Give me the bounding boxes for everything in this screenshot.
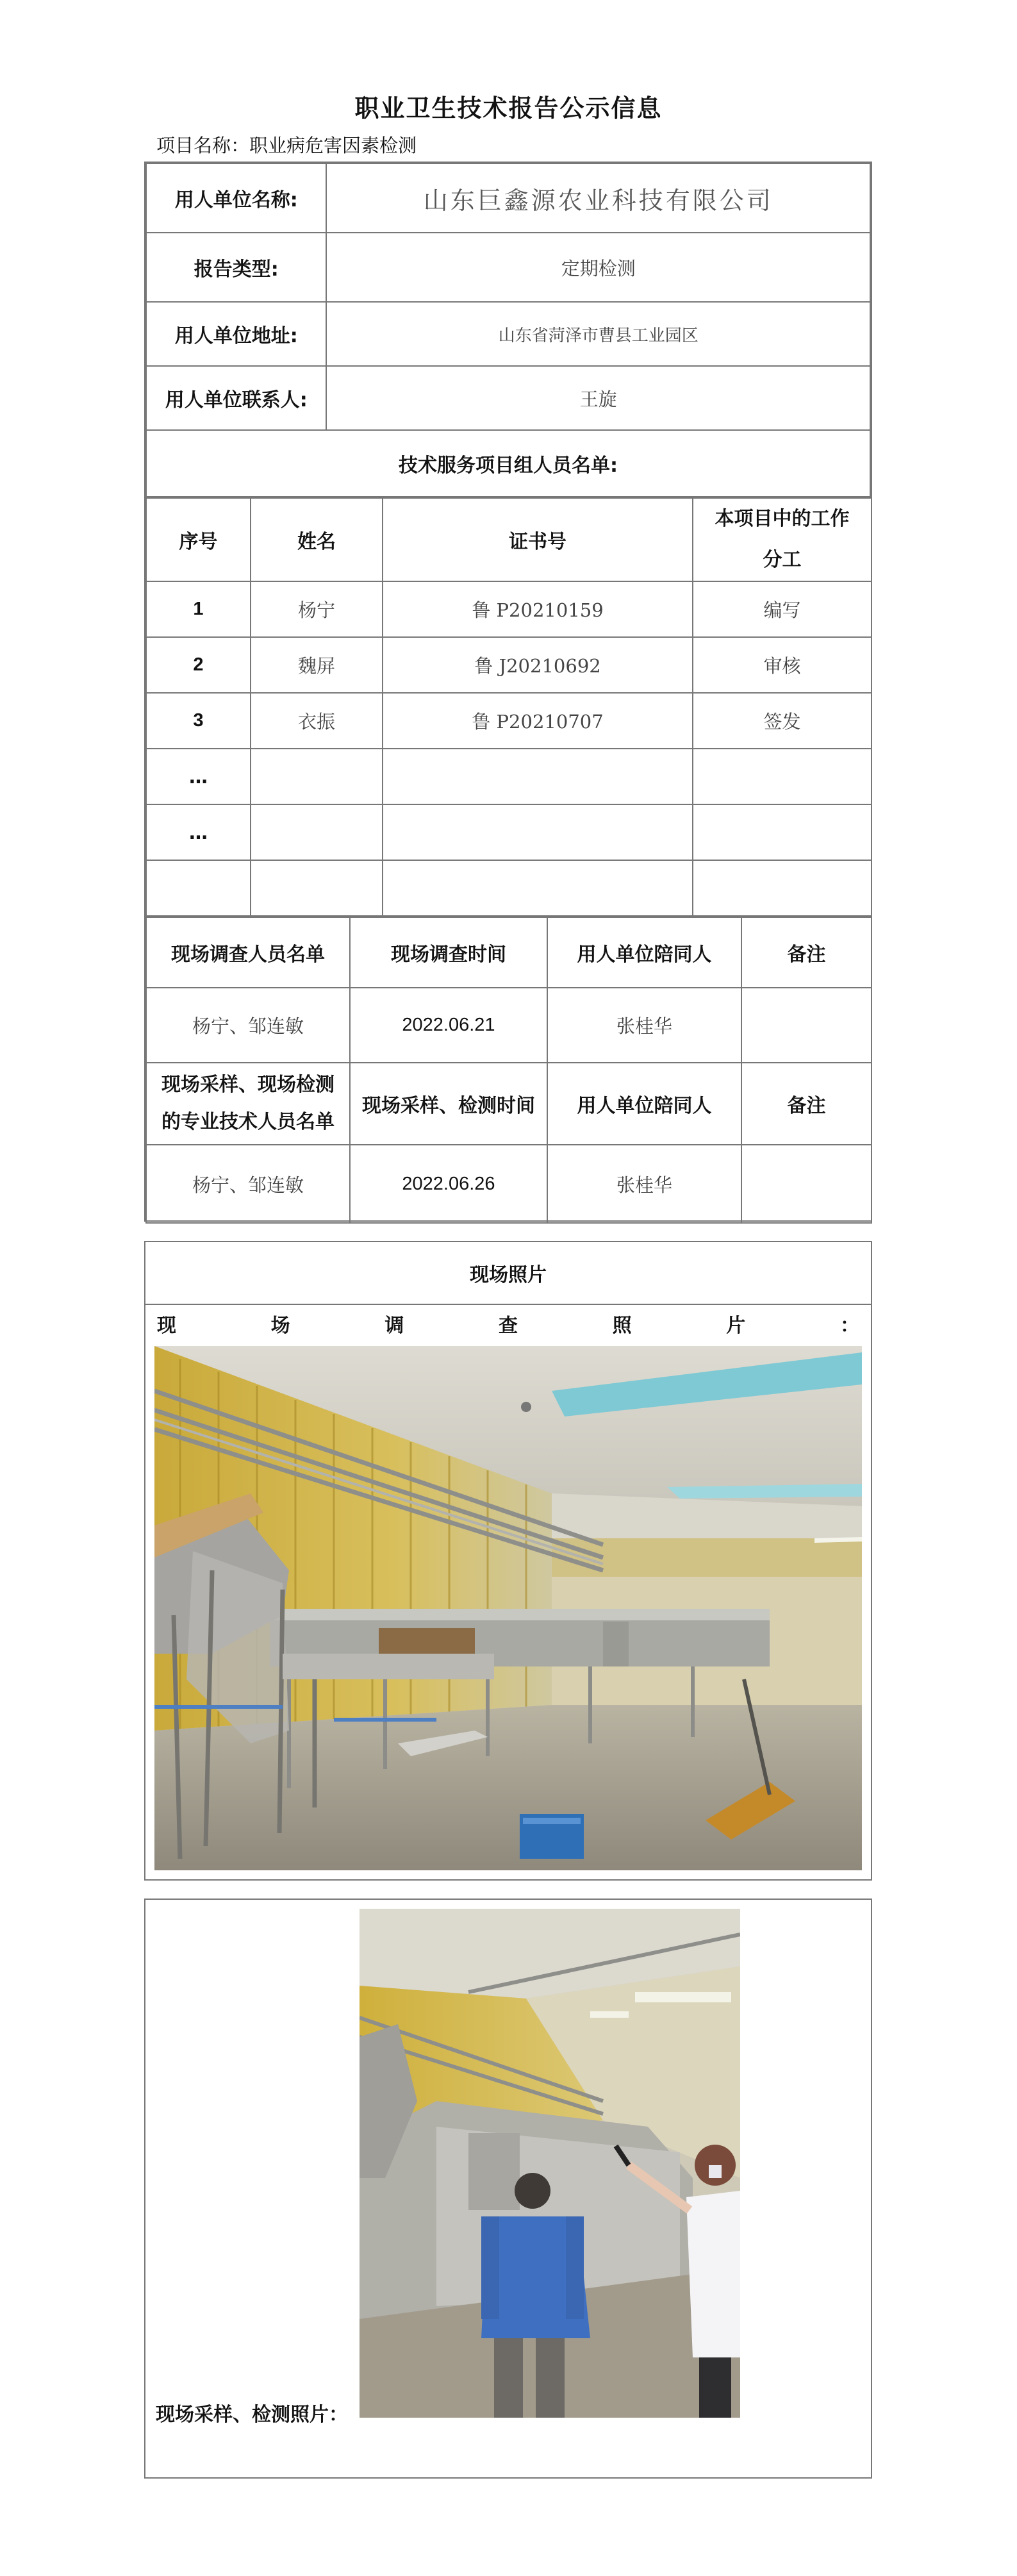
caption-char: 现 bbox=[157, 1315, 176, 1337]
table-row bbox=[146, 637, 872, 693]
team-row-cert: 鲁 P20210707 bbox=[383, 693, 693, 749]
table-row bbox=[146, 860, 872, 916]
team-heading: 技术服务项目组人员名单: bbox=[146, 430, 870, 497]
survey-staff: 杨宁、邹连敏 bbox=[146, 988, 350, 1063]
team-row-no bbox=[146, 860, 251, 916]
survey-date: 2022.06.21 bbox=[350, 988, 547, 1063]
caption-char: 片 bbox=[726, 1315, 746, 1337]
survey-photo-caption bbox=[145, 1305, 871, 1342]
team-row-cert bbox=[383, 749, 693, 804]
caption-char: ： bbox=[839, 1315, 859, 1337]
sampling-note bbox=[741, 1145, 872, 1223]
team-row-role: 签发 bbox=[693, 693, 872, 749]
team-row-no: 3 bbox=[146, 693, 251, 749]
info-table-frame bbox=[144, 162, 872, 1222]
team-row-role: 编写 bbox=[693, 581, 872, 637]
survey-header-note: 备注 bbox=[741, 917, 872, 988]
contact-label: 用人单位联系人: bbox=[146, 366, 326, 430]
team-row-role bbox=[693, 860, 872, 916]
factory-survey-photo-illustration bbox=[154, 1346, 862, 1870]
team-row-no: … bbox=[146, 749, 251, 804]
sampling-staff: 杨宁、邹连敏 bbox=[146, 1145, 350, 1223]
address-label: 用人单位地址: bbox=[146, 302, 326, 366]
employer-name-label: 用人单位名称: bbox=[146, 163, 326, 233]
report-type-label: 报告类型: bbox=[146, 233, 326, 302]
team-table bbox=[145, 497, 872, 917]
sampling-date: 2022.06.26 bbox=[350, 1145, 547, 1223]
page-title: 职业卫生技术报告公示信息 bbox=[354, 94, 663, 122]
team-row-name bbox=[251, 804, 383, 860]
team-row-no: … bbox=[146, 804, 251, 860]
survey-header-staff: 现场调查人员名单 bbox=[146, 917, 350, 988]
team-row-role bbox=[693, 749, 872, 804]
table-row bbox=[146, 804, 872, 860]
team-row-cert bbox=[383, 860, 693, 916]
team-row-name bbox=[251, 749, 383, 804]
team-row-name bbox=[251, 860, 383, 916]
contact-value: 王旋 bbox=[326, 366, 870, 430]
survey-note bbox=[741, 988, 872, 1063]
survey-header-escort: 用人单位陪同人 bbox=[547, 917, 741, 988]
caption-char: 照 bbox=[612, 1315, 632, 1337]
team-row-no: 2 bbox=[146, 637, 251, 693]
sampling-photo-illustration bbox=[360, 1909, 740, 2418]
team-row-name: 衣振 bbox=[251, 693, 383, 749]
team-row-no: 1 bbox=[146, 581, 251, 637]
caption-char: 查 bbox=[498, 1315, 518, 1337]
survey-table bbox=[145, 917, 872, 1224]
table-row bbox=[146, 749, 872, 804]
survey-escort: 张桂华 bbox=[547, 988, 741, 1063]
sampling-header-note: 备注 bbox=[741, 1063, 872, 1145]
team-row-cert bbox=[383, 804, 693, 860]
survey-header-date: 现场调查时间 bbox=[350, 917, 547, 988]
address-value: 山东省菏泽市曹县工业园区 bbox=[326, 302, 870, 366]
sampling-header-staff-line2: 的专业技术人员名单 bbox=[161, 1111, 335, 1133]
team-row-cert: 鲁 P20210159 bbox=[383, 581, 693, 637]
team-row-name: 魏屏 bbox=[251, 637, 383, 693]
team-header-name: 姓名 bbox=[251, 498, 383, 581]
team-header-role-line1: 本项目中的工作 bbox=[715, 508, 850, 530]
info-table bbox=[145, 163, 871, 497]
team-row-name: 杨宁 bbox=[251, 581, 383, 637]
project-name: 项目名称：职业病危害因素检测 bbox=[156, 135, 417, 156]
sampling-header-staff-line1: 现场采样、现场检测 bbox=[161, 1074, 335, 1096]
team-header-role bbox=[693, 498, 872, 581]
team-row-cert: 鲁 J20210692 bbox=[383, 637, 693, 693]
caption-char: 调 bbox=[384, 1315, 404, 1337]
table-row bbox=[146, 581, 872, 637]
survey-photo-frame bbox=[144, 1241, 872, 1881]
employer-name-value: 山东巨鑫源农业科技有限公司 bbox=[326, 163, 870, 233]
team-header-role-line2: 分工 bbox=[763, 549, 802, 571]
sampling-photo-frame bbox=[144, 1899, 872, 2479]
team-header-no: 序号 bbox=[146, 498, 251, 581]
team-header-cert: 证书号 bbox=[383, 498, 693, 581]
factory-survey-photo bbox=[154, 1346, 862, 1870]
sampling-photo-caption: 现场采样、检测照片： bbox=[156, 2404, 348, 2426]
sampling-header-escort: 用人单位陪同人 bbox=[547, 1063, 741, 1145]
caption-char: 场 bbox=[270, 1315, 290, 1337]
sampling-header-staff bbox=[146, 1063, 350, 1145]
report-type-value: 定期检测 bbox=[326, 233, 870, 302]
photos-heading: 现场照片 bbox=[145, 1242, 871, 1305]
table-row bbox=[146, 693, 872, 749]
sampling-photo bbox=[360, 1909, 740, 2418]
sampling-escort: 张桂华 bbox=[547, 1145, 741, 1223]
team-row-role bbox=[693, 804, 872, 860]
team-row-role: 审核 bbox=[693, 637, 872, 693]
sampling-header-date: 现场采样、检测时间 bbox=[350, 1063, 547, 1145]
